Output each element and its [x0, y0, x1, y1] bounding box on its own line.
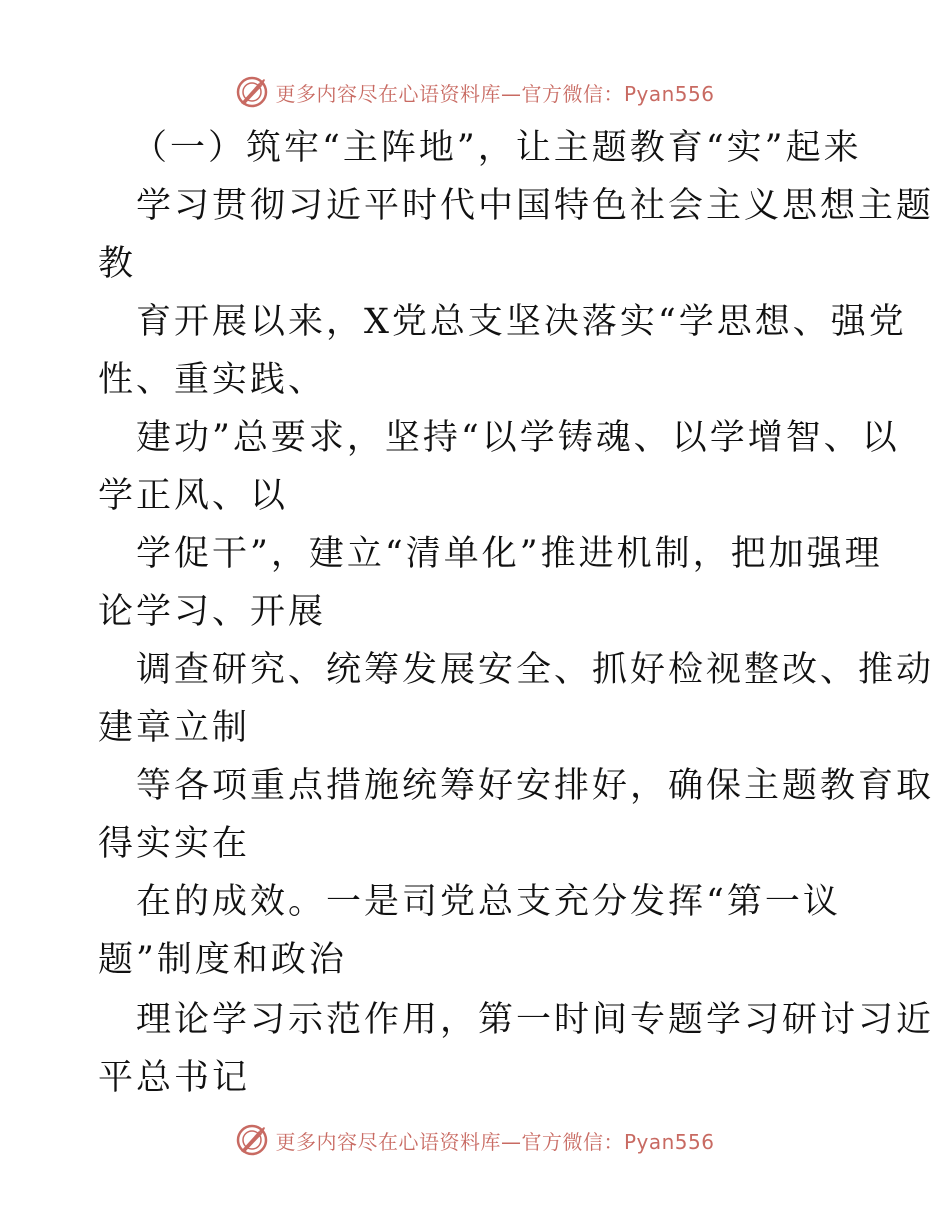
header-watermark-banner [0, 72, 950, 112]
paragraph-line: 学促干”，建立“清单化”推进机制，把加强理 [136, 534, 883, 574]
quill-pen-seal-icon [235, 75, 269, 109]
paragraph-line: 得实实在 [98, 824, 251, 864]
quill-pen-seal-icon [235, 1123, 269, 1157]
section-heading: （一）筑牢“主阵地”，让主题教育“实”起来 [132, 128, 862, 168]
footer-watermark-banner [0, 1120, 950, 1160]
paragraph-line: 性、重实践、 [98, 360, 327, 400]
paragraph-line: 学正风、以 [98, 476, 289, 516]
paragraph-line: 在的成效。一是司党总支充分发挥“第一议 [136, 882, 841, 922]
paragraph-line: 题”制度和政治 [98, 940, 347, 980]
paragraph-line: 学习贯彻习近平时代中国特色社会主义思想主题 [136, 186, 935, 226]
paragraph-line: 教 [98, 244, 137, 284]
paragraph-line: 理论学习示范作用，第一时间专题学习研讨习近 [136, 1000, 935, 1040]
paragraph-line: 建功”总要求，坚持“以学铸魂、以学增智、以 [136, 418, 900, 458]
watermark-text: 更多内容尽在心语资料库—官方微信：Pyan556 [275, 81, 715, 106]
paragraph-line: 等各项重点措施统筹好安排好，确保主题教育取 [136, 766, 935, 806]
watermark-text: 更多内容尽在心语资料库—官方微信：Pyan556 [275, 1129, 715, 1154]
paragraph-line: 论学习、开展 [98, 592, 327, 632]
paragraph-line: 建章立制 [98, 708, 251, 748]
paragraph-line: 育开展以来，X党总支坚决落实“学思想、强党 [136, 302, 907, 342]
paragraph-line: 调查研究、统筹发展安全、抓好检视整改、推动 [136, 650, 935, 690]
paragraph-line: 平总书记 [98, 1058, 251, 1098]
